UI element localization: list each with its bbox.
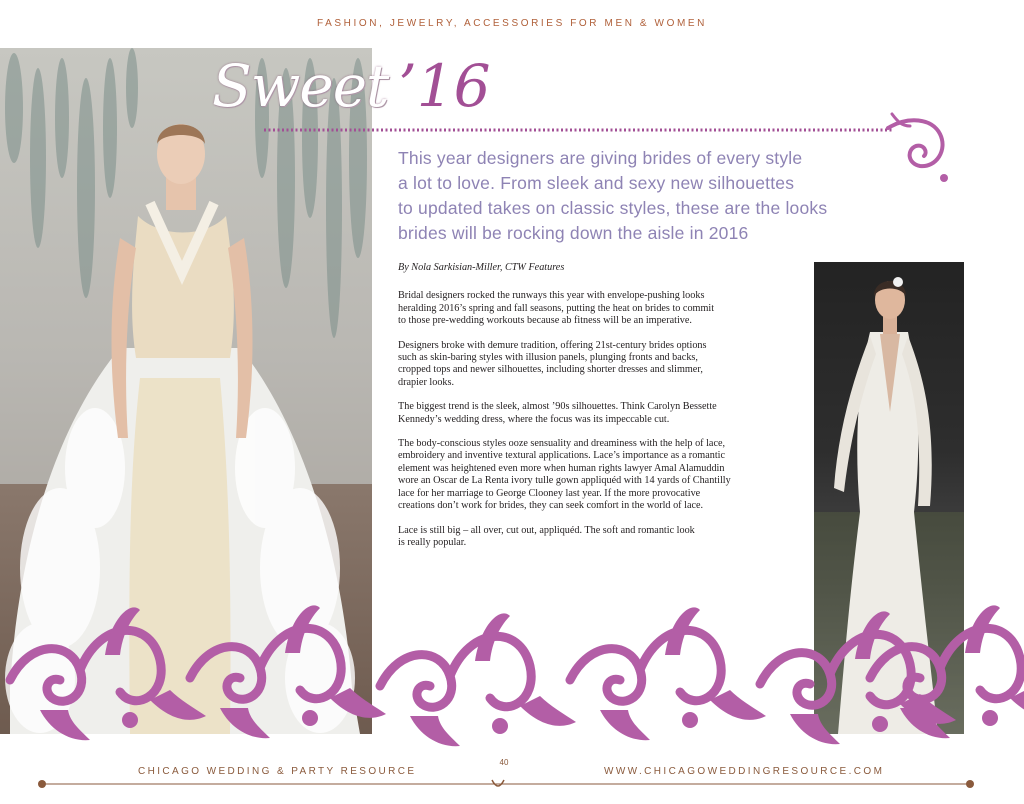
article-line: drapier looks. [398,376,455,388]
article-line: wore an Oscar de La Renta ivory tulle gown appliquéd with 14 yards of Chantilly [398,475,731,487]
article-line: is really popular. [398,536,467,548]
byline: By Nola Sarkisian-Miller, CTW Features [398,262,565,273]
article-line: Lace is still big – all over, cut out, appliquéd. The soft and romantic look [398,524,695,536]
article-line: to those pre-wedding workouts because ab fitness will be an imperative. [398,315,692,327]
footer-rule [36,778,976,790]
footer-website: WWW.CHICAGOWEDDINGRESOURCE.COM [604,766,885,777]
intro-line: This year designers are giving brides of every style [398,148,803,168]
article-line: creations don’t work for brides, they can seek comfort in the world of lace. [398,500,704,512]
title-script: Sweet [212,52,389,120]
article-line: Designers broke with demure tradition, offering 21st-century brides options [398,339,707,351]
article-body [398,262,798,561]
article-line: embroidery and inventive textural applications. Lace’s importance as a romantic [398,450,726,462]
intro-line: brides will be rocking down the aisle in 2016 [398,223,749,243]
feature-title [212,52,491,120]
article-line: such as skin-baring styles with illusion panels, plunging fronts and backs, [398,352,698,364]
magazine-section-header: FASHION, JEWELRY, ACCESSORIES FOR MEN & WOMEN [316,18,707,29]
article-paragraph [398,525,798,550]
intro-line: a lot to love. From sleek and sexy new silhouettes [398,173,795,193]
article-line: The body-conscious styles ooze sensuality and dreaminess with the help of lace, [398,438,726,450]
damask-border-ornament [0,596,1024,748]
intro-line: to updated takes on classic styles, these are the looks [398,198,828,218]
page-number: 40 [499,758,509,767]
article-line: lace for her marriage to George Clooney last year. If the more provocative [398,487,701,499]
article-line: Kennedy’s wedding dress, where the focus was its impeccable cut. [398,413,670,425]
article-paragraph [398,438,798,512]
article-line: element was heightened even more when human rights lawyer Amal Alamuddin [398,462,725,474]
article-paragraph [398,340,798,390]
feature-intro [398,146,938,246]
dotted-title-rule [264,124,904,136]
article-line: cropped tops and newer silhouettes, including shorter dresses and slimmer, [398,364,703,376]
title-year: ’16 [398,52,491,120]
article-line: heralding 2016’s spring and fall seasons, putting the heat on brides to commit [398,302,715,314]
article-paragraph [398,290,798,327]
article-paragraph [398,401,798,426]
article-line: Bridal designers rocked the runways this year with envelope-pushing looks [398,290,705,302]
footer-publication-name: CHICAGO WEDDING & PARTY RESOURCE [138,766,417,777]
article-line: The biggest trend is the sleek, almost ’90s silhouettes. Think Carolyn Bessette [398,401,717,413]
